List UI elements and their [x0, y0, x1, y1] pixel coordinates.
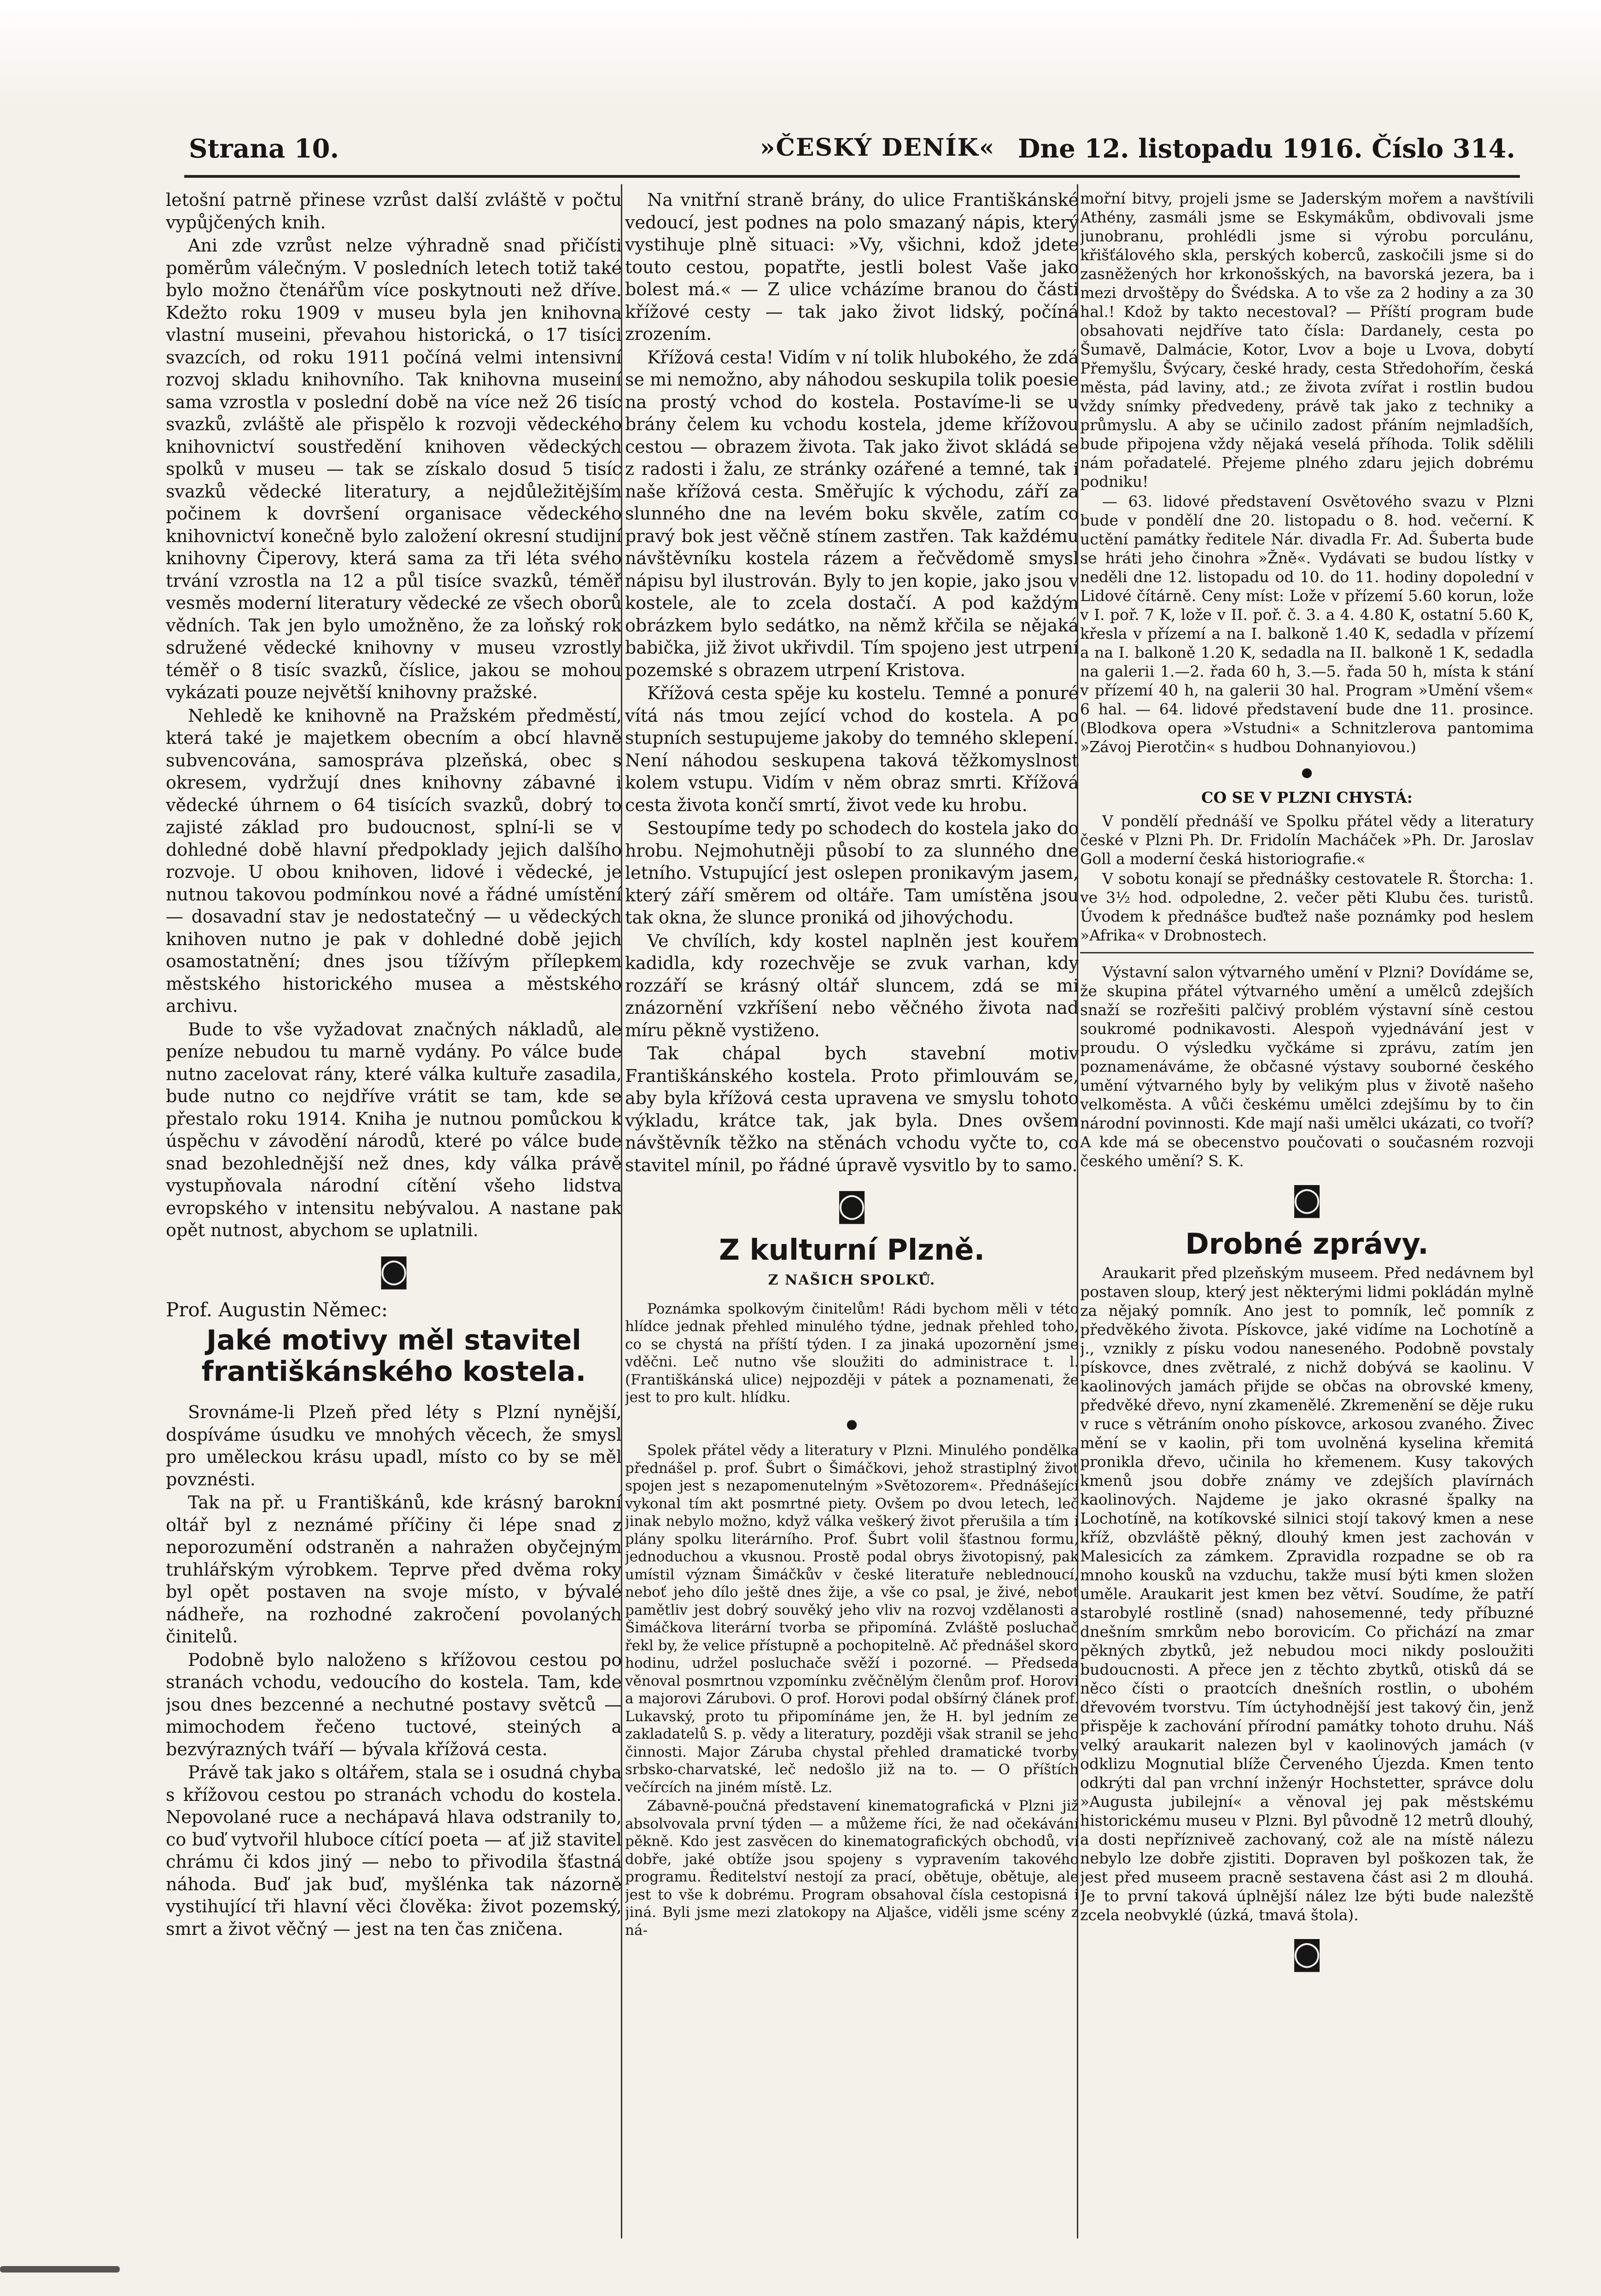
paragraph: Křížová cesta spěje ku kostelu. Temné a ponuré vítá nás tmou zející vchod do kostela. A po stupních sestupujeme jakoby do temného sklepení. Není náhodou seskupena taková těžkomyslnost kolem vstupu. Vidím v něm obraz smrti. Křížová cesta života končí smrtí, život vede ku hrobu.: [625, 683, 1079, 815]
scan-smudge: [0, 2266, 120, 2273]
paragraph: — 63. lidové představení Osvětového svazu v Plzni bude v pondělí dne 20. listopadu o 8. hod. večerní. K uctění památky ředitele Nár. divadla Fr. Ad. Šuberta bude se hráti jeho činohra »Žně«. Vydávati se budou lístky v neděli dne 12. listopadu od 10. do 11. hodiny dopolední v Lidové čítárně. Ceny míst: Lože v přízemí 5.60 korun, lože v I. poř. 7 K, lože v II. poř. č. 3. a 4. 4.80 K, ostatní 5.60 K, křesla v přízemí a na I. balkoně 1.40 K, sedadla v přízemí a na I. balkoně 1.20 K, sedadla na II. balkoně 1 K, sedadla na galerii 1.—2. řada 60 h, 3.—5. řada 50 h, místa k stání v přízemí 40 h, na galerii 30 hal. Program »Umění všem« 6 hal. — 64. lidové představení bude dne 11. prosince. (Blodkova opera »Vstudni« a Schnitzlerova pantomima »Závoj Pierotčin« s hudbou Dohnanyiovou.): [1080, 492, 1534, 756]
scan-edge: [0, 0, 1601, 106]
paragraph: Ve chvílích, kdy kostel naplněn jest kouřem kadidla, kdy rozechvěje se zvuk varhan, kdy rozzáří se krásný oltář sluncem, zdá se mi znázornění vzkříšení nebo věčného života nad míru pěkně vystiženo.: [625, 930, 1079, 1040]
subsection-title: Z NAŠICH SPOLKŮ.: [768, 1272, 936, 1288]
ornament-icon: ◙: [1291, 1180, 1323, 1218]
paragraph: Araukarit před plzeňským museem. Před nedávnem byl postaven sloup, který jest některými lidmi pokládán mylně za nějaký pomník. Ano jest to pomník, leč pomník z předvěkého života. Pískovce, jaké vidíme na Lochotíně a j., vznikly z písku vodou naneseného. Podobně povstaly pískovce, dnes zvětralé, z nichž dobývá se kaolinu. V kaolinových jamách přijde se občas na obrovské kmeny, předvěké dřevo, nyní zkamenělé. Zkremenění se děje ruku v ruce s větráním onoho pískovce, arkosou zvaného. Živec mění se v kaolin, při tom uvolněná kyselina křemitá pronikla dřevo, učinila ho křemenem. Kusy takových kmenů jsou dobře známy ve zdejších plavírnách kaolinových. Najdeme je jako okrasné špalky na Lochotíně, na kotíkovské silnici stojí takový kmen a nese kříž, obzvláště pěkný, dlouhý kmen jest zachován v Malesicích za zámkem. Zpravidla rozpadne se ob ra mnoho kousků na vzduchu, takže musí býti kmen složen uměle. Araukarit jest kmen bez větví. Soudíme, že patří starobylé rostlině (snad) nahosemenné, tedy příbuzné dnešním smrkům nebo borovicím. Co přichází na zmar pěkných zbytků, jež nebudou moci nikdy posloužiti budoucnosti. A přece jen z těchto zbytků, otisků dá se něco čísti o praotcích dnešních rostlin, o ubohém dřevovém tvorstvu. Tím úctyhodnější jest takový čin, jenž přispěje k zachování přírodní památky tohoto druhu. Náš velký araukarit nalezen byl v kaolinových jamách (v odklizu Mognutial blíže Červeného Újezda. Kmen tento odkrýti dal pan vrchní inženýr Hochstetter, správce dolu »Augusta jubilejní« a věnoval jej pak městskému historickému museu v Plzni. Byl původně 12 metrů dlouhý, a dosti nepřízniveě zachovaný, což ale na místě nálezu nebylo lze dobře zjistiti. Dopraven byl poškozen tak, že jest před museem pracně sestavena část asi 2 m dlouhá. Je to první taková úplnější nález lze býti bude nalezště zcela neobvyklé (úzká, tmavá štola).: [1080, 1264, 1534, 1924]
section-title: Z kulturní Plzně.: [719, 1233, 985, 1267]
paragraph: Spolek přátel vědy a literatury v Plzni. Minulého pondělka přednášel p. prof. Šubrt o Šimáčkovi, jehož strastiplný život spojen jest s nezapomenutelným »Světozorem«. Přednášející vykonal tím akt posmrtné piety. Ovšem po dvou letech, leč jinak nebylo možno, když válka veškerý život přerušila a tím i plány spolku literárního. Prof. Šubrt volil šťastnou formu, jednoduchou a vkusnou. Prostě podal obrys životopisný, pak umístil význam Šimáčkův v české literatuře neblednoucí, neboť jeho dílo ještě dnes žije, a vše co psal, je živé, neboť pamětliv jest dobrý souvěký jeho vliv na rozvoj vzdělanosti a Šimáčkova literární tvorba se připomíná. Zvláště posluchač řekl by, že velice přístupně a pochopitelně. Ač přednášel skoro hodinu, udržel posluchače svěží i pozorné. — Předseda věnoval posmrtnou vzpomínku zvěčnělým členům prof. Horovi a majorovi Zárubovi. O prof. Horovi podal obšírný článek prof. Lukavský, proto tu připomínáme jen, že H. byl jedním ze zakladatelů S. p. vědy a literatury, později však stranil se jeho činnosti. Major Záruba chystal přehled dramatické tvorby srbsko-charvatské, leč nedošlo již na to. — O příštích večírcích na jiném místě. Lz.: [625, 1442, 1079, 1796]
paragraph: Podobně bylo naloženo s křížovou cestou po stranách vchodu, vedoucího do kostela. Tam, kde jsou dnes bezcenné a nechutné postavy světců — mimochodem řečeno tuctové, steiných a bezvýrazných tváří — bývala křížová cesta.: [166, 1649, 622, 1759]
ornament-icon: ◙: [1291, 1934, 1323, 1972]
paragraph: mořní bitvy, projeli jsme se Jaderským mořem a navštívili Athény, zasmáli jsme se Eskymákům, obdivovali jsme junobranu, prohlédli jsme si výrobu porculánu, křišťálového skla, perských koberců, zaskočili jsme si do zasněžených hor krkonošských, na bavorská jezera, ba i mezi drvoštěpy do Švédska. A to vše za 2 hodiny a za 30 hal.! Kdož by takto necestoval? — Příští program bude obsahovati nejdříve tato čísla: Dardanely, cesta po Šumavě, Dalmácie, Kotor, Lvov a boje u Lvova, dobytí Přemyšlu, Švýcary, české hrady, cesta Středohořím, česká města, pád laviny, atd.; ze života zvířat i rostlin budou vždy snímky předvedeny, právě tak jako z techniky a průmyslu. A aby se učinilo zadost přáním nejmladších, bude připojena vždy nějaká veselá příhoda. Tolik sdělili nám pořadatelé. Přejeme plného zdaru jejich dobrému podniku!: [1080, 189, 1534, 491]
bullet-icon: ●: [1301, 765, 1313, 780]
separator-rule: [1080, 952, 1534, 953]
masthead: »ČESKÝ DENÍK«: [760, 134, 995, 162]
paragraph: letošní patrně přinese vzrůst další zvláště v počtu vypůjčených knih.: [166, 190, 622, 233]
column-2: [625, 189, 1079, 2234]
paragraph: Nehledě ke knihovně na Pražském předměstí, která také je majetkem obecním a obcí hlavně subvencována, samospráva plzeňská, obec s okresem, vydržují dnes knihovny zábavné i vědecké úhrnem o 64 tisících svazků, dobrý to zajisté základ pro budoucnost, splní-li se v dohledné době hlavní předpoklady jejich dalšího rozvoje. U obou knihoven, lidové i vědecké, je nutnou takovou podmínkou nové a řádné umístění — dosavadní stav je nedostatečný — u vědeckých knihoven nutno je pak v dohledné době jejich osamostatnění; dnes jsou tížívým přílepkem městského historického musea a městského archivu.: [166, 705, 622, 1016]
paragraph: Sestoupíme tedy po schodech do kostela jako do hrobu. Nejmohutněji působí to za slunného dne letního. Vstupující jest oslepen pronikavým jasem, který září směrem od oltáře. Tam umístěna jsou tak okna, že slunce proniká od jihovýchodu.: [625, 818, 1079, 928]
ornament-icon: ◙: [378, 1251, 409, 1289]
paragraph: Právě tak jako s oltářem, stala se i osudná chyba s křížovou cestou po stranách vchodu do kostela. Nepovolané ruce a nechápavá hlava odstranily to, co buď vytvořil hluboce cítící poeta — ať již stavitel chrámu či kdos jiný — nebo to přivodila šťastná náhoda. Buď jak buď, myšlénka tak názorně vystihující tři hlavní věci člověka: život pozemský, smrt a život věčný — jest na ten čas zničena.: [166, 1762, 622, 1939]
paragraph: Tak na př. u Františkánů, kde krásný barokní oltář byl z neznámé příčiny či lépe snad z neporozumění odstraněn a nahražen obyčejným truhlářským výrobkem. Teprve před dvěma roky byl opět postaven na svoje místo, v bývalé nádheře, na rozhodné zakročení povolaných činitelů.: [166, 1492, 622, 1647]
paragraph: V sobotu konají se přednášky cestovatele R. Štorcha: 1. ve 3½ hod. odpoledne, 2. večer pěti Klubu čes. turistů. Úvodem k přednášce buďtež naše poznámky pod heslem »Afrika« v Drobnostech.: [1080, 870, 1534, 944]
paragraph: V pondělí přednáší ve Spolku přátel vědy a literatury české v Plzni Ph. Dr. Fridolín Macháček »Ph. Dr. Jaroslav Goll a moderní česká historiografie.«: [1080, 812, 1534, 868]
column-1: [166, 189, 622, 2234]
article-byline: Prof. Augustin Němec:: [166, 1298, 388, 1321]
paragraph: Ani zde vzrůst nelze výhradně snad přičísti poměrům válečným. V posledních letech totiž také bylo možno čtenářům více poskytnouti než dříve. Kdežto roku 1909 v museu byla jen knihovna vlastní museini, převahou historická, o 17 tisíci svazcích, od roku 1911 počíná velmi intensivní rozvoj skladu knihovního. Tak knihovna museiní sama vzrostla v poslední době na více než 26 tisíc svazků, zvláště ale přispělo k rozvoji vědeckého knihovnictví soustředění knihoven vědeckých spolků v museu — tak se získalo dosud 5 tisíc svazků vědecké literatury, a nejdůležitějším počinem k dovršení organisace vědeckého knihovnictví konečně bylo založení okresní studijní knihovny Čiperovy, která sama za tři léta svého trvání vzrostla na 12 a půl tisíce svazků, téměř vesměs moderní literatury vědecké ze všech oborů vědních. Tak jen bylo umožněno, že za loňský rok sdružené vědecké knihovny v museu vzrostly téměř o 8 tisíc svazků, číslice, jakou se mohou vykázati pouze největší knihovny pražské.: [166, 235, 622, 702]
paragraph: Na vnitřní straně brány, do ulice Františkánské vedoucí, jest podnes na polo smazaný nápis, který vystihuje plně situaci: »Vy, všichni, kdož jdete touto cestou, popatřte, jestli bolest Vaše jako bolest má.« — Z ulice vcházíme branou do části křížové cesty — tak jako život lidský, počíná zrozením.: [625, 190, 1079, 344]
bullet-icon: ●: [846, 1416, 858, 1431]
column-3: [1080, 189, 1534, 2234]
section-heading: CO SE V PLZNI CHYSTÁ:: [1201, 789, 1413, 806]
page-number: Strana 10.: [189, 134, 339, 164]
paragraph: Tak chápal bych stavební motiv Františkánského kostela. Proto přimlouvám se, aby byla křížová cesta upravena ve smyslu tohoto výkladu, krátce tak, jak byla. Dnes ovšem návštěvník těžko na stěnách vchodu vyčte to, co stavitel mínil, po řádné úpravě vysvitlo by to samo.: [625, 1043, 1079, 1175]
section-title: Drobné zprávy.: [1185, 1227, 1429, 1261]
paragraph: Srovnáme-li Plzeň před léty s Plzní nynější, dospíváme úsudku ve mnohých věcech, že smysl pro uměleckou krásu upadl, místo co by se měl povznésti.: [166, 1402, 622, 1490]
paragraph: Bude to vše vyžadovat značných nákladů, ale peníze nebudou tu marně vydány. Po válce bude nutno zacelovat rány, které válka kultuře zasadila, bude nutno co nejdříve vrátit se tam, kde se přestalo roku 1914. Kniha je nutnou pomůckou k úspěchu v závodění národů, které po válce bude snad bezohlednější než dnes, kdy válka právě vystupňovala národní cítění všeho lidstva evropského v intensitu nebývalou. A nastane pak opět nutnost, abychom se uplatnili.: [166, 1019, 622, 1240]
paragraph: Zábavně-poučná představení kinematografická v Plzni již absolvovala první týden — a můžeme říci, že nad očekávání pěkně. Kdo jest zasvěcen do kinematografických obchodů, ví dobře, jaké obtíže jsou spojeny s vypravením takového programu. Ředitelství nestojí za prací, obětuje, obětuje, ale jest to vše k dobrému. Program obsahoval čísla cestopisná i jiná. Byli jsme mezi zlatokopy na Aljašce, viděli jsme scény z ná-: [625, 1798, 1079, 1939]
paragraph: Poznámka spolkovým činitelům! Rádi bychom měli v této hlídce jednak přehled minulého týdne, jednak přehled toho, co se chystá na příští týden. I za jinaká upozornění jsme vděčni. Leč nutno vše sloužiti do administrace t. l. (Františkánská ulice) nejpozději v pátek a poznamenati, že jest to pro kult. hlídku.: [625, 1300, 1079, 1406]
ornament-icon: ◙: [836, 1186, 868, 1224]
paragraph: Výstavní salon výtvarného umění v Plzni? Dovídáme se, že skupina přátel výtvarného umění a umělců zdejších snaží se rozřešiti palčivý problém výstavní síně cestou soukromé podnikavosti. Alespoň vyjednávání jest v proudu. O výsledku vyčkáme si zprávu, zatím jen poznamenáváme, že občasné výstavy souborné českého umění výtvarného byly by velikým plus v životě našeho velkoměsta. A vůči českému umělci zdejšímu by to čin národní povinnosti. Kde mají naši umělci ukázati, co tvoří? A kde má se obecenstvo poučovati o současném rozvoji českého umění? S. K.: [1080, 963, 1534, 1170]
header-rule: [184, 175, 1520, 178]
issue-date: Dne 12. listopadu 1916. Číslo 314.: [1017, 134, 1515, 164]
paragraph: Křížová cesta! Vidím v ní tolik hlubokého, že zdá se mi nemožno, aby náhodou seskupila tolik poesie na prostý vchod do kostela. Postavíme-li se u brány čelem ku vchodu kostela, jdeme křížovou cestou — obrazem života. Tak jako život skládá se z radosti i žalu, ze stránky ozářené a temné, tak i naše křížová cesta. Směřujíc k východu, září za slunného dne na levém boku skvěle, zatím co pravý bok jest věčně stínem zastřen. Tak každému návštěvníku kostela rázem a řečvědomě smysl nápisu byl ilustrován. Byly to jen kopie, jako jsou v kostele, ale to zcela dostačí. A pod každým obrázkem bylo sedátko, na němž křčila se nějaká babička, již život ukřivdil. Tím spojeno jest utrpení pozemské s obrazem utrpení Kristova.: [625, 347, 1079, 680]
article-title: Jaké motivy měl stavitel františkánského kostela.: [201, 1324, 586, 1388]
page-header: [189, 134, 1515, 170]
